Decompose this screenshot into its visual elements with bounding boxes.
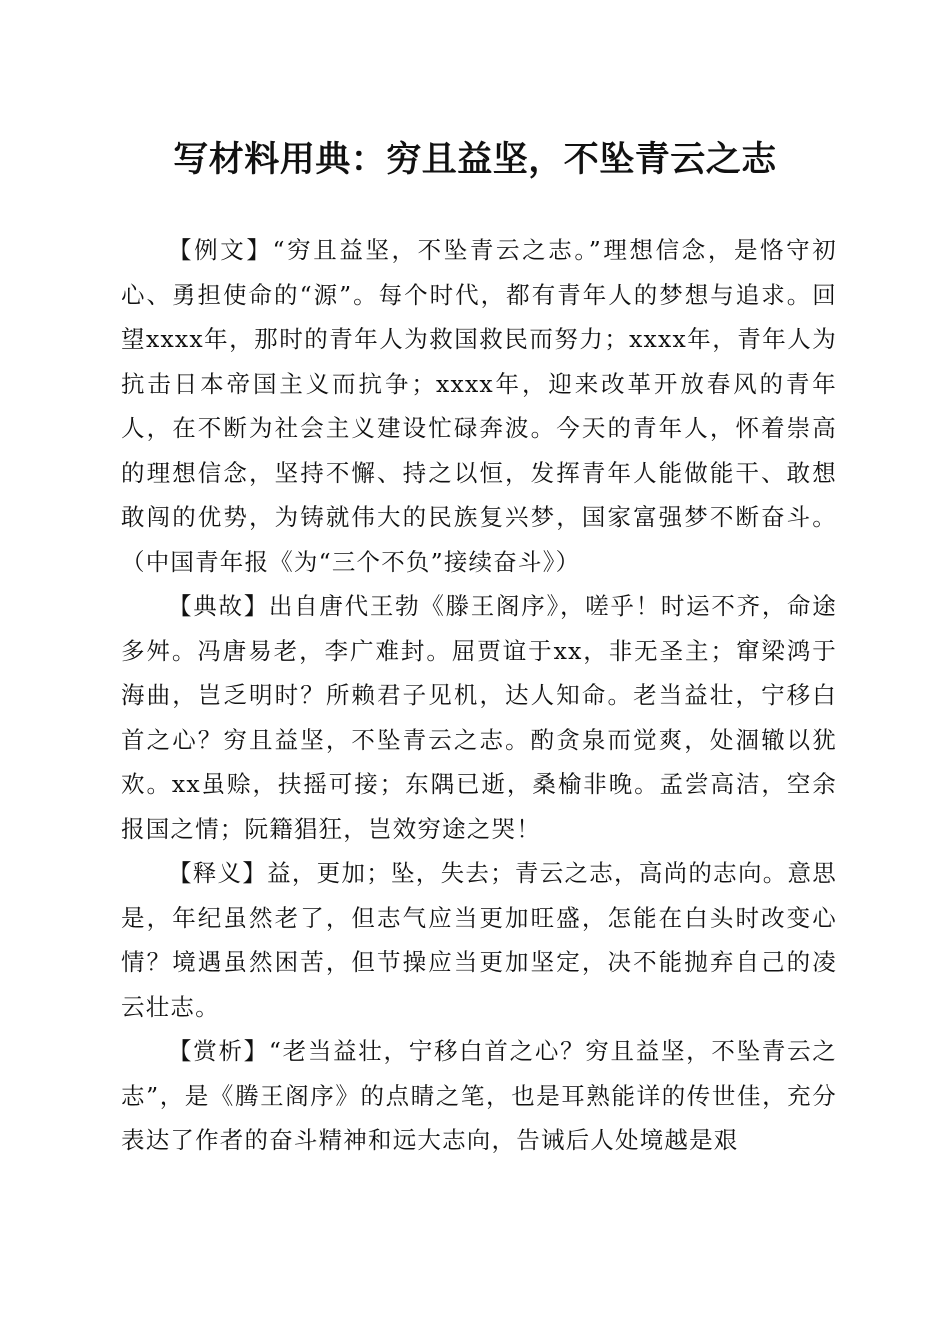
document-body bbox=[121, 228, 837, 1163]
document-title: 写材料用典：穷且益坚，不坠青云之志 bbox=[173, 139, 777, 180]
paragraph-example: 【例文】“穷且益坚，不坠青云之志。”理想信念，是恪守初心、勇担使命的“源”。每个时代，都有青年人的梦想与追求。回望xxxx年，那时的青年人为救国救民而努力；xxxx年，青年人为抗击日本帝国主义而抗争；xxxx年，迎来改革开放春风的青年人，在不断为社会主义建设忙碌奔波。今天的青年人，怀着崇高的理想信念，坚持不懈、持之以恒，发挥青年人能做能干、敢想敢闯的优势，为铸就伟大的民族复兴梦，国家富强梦不断奋斗。（中国青年报《为“三个不负”接续奋斗》） bbox=[121, 236, 837, 576]
paragraph-appreciation: 【赏析】“老当益壮，宁移白首之心？穷且益坚，不坠青云之志”，是《腾王阁序》的点睛之笔，也是耳熟能详的传世佳，充分表达了作者的奋斗精神和远大志向，告诫后人处境越是艰 bbox=[121, 1037, 837, 1154]
paragraph-allusion: 【典故】出自唐代王勃《滕王阁序》，嗟乎！时运不齐，命途多舛。冯唐易老，李广难封。屈贾谊于xx，非无圣主；窜梁鸿于海曲，岂乏明时？所赖君子见机，达人知命。老当益壮，宁移白首之心？穷且益坚，不坠青云之志。酌贪泉而觉爽，处涸辙以犹欢。xx虽赊，扶摇可接；东隅已逝，桑榆非晚。孟尝高洁，空余报国之情；阮籍猖狂，岂效穷途之哭！ bbox=[121, 592, 837, 843]
paragraph-explanation: 【释义】益，更加；坠，失去；青云之志，高尚的志向。意思是，年纪虽然老了，但志气应当更加旺盛，怎能在白头时改变心情？境遇虽然困苦，但节操应当更加坚定，决不能抛弃自己的凌云壮志。 bbox=[121, 859, 837, 1021]
